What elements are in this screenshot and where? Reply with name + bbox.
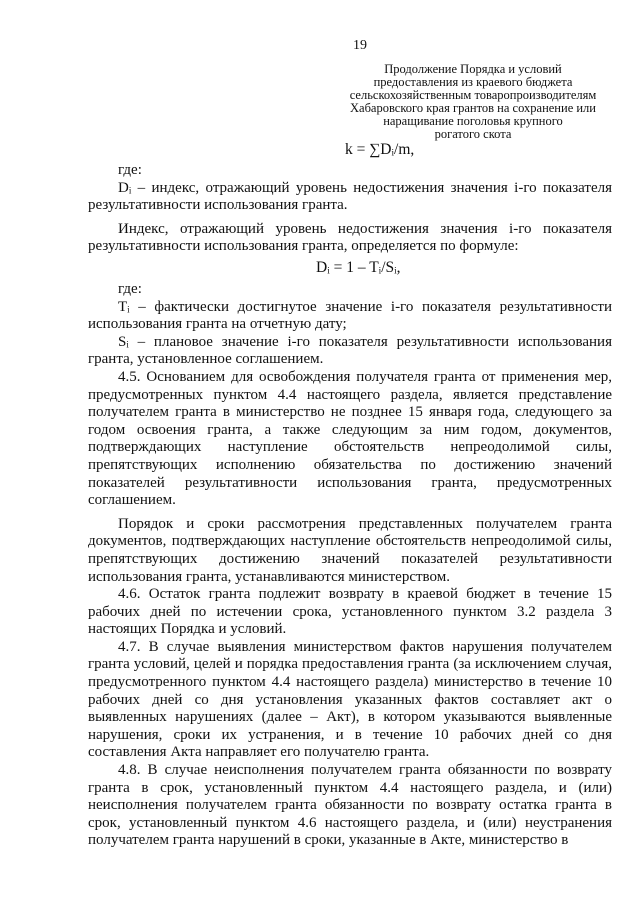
header-line: Хабаровского края грантов на сохранение или [350,101,596,115]
index-intro: Индекс, отражающий уровень недостижения значения i-го показателя результативности использования гранта, определяется по формуле: [88,220,612,255]
paragraph-4-6: 4.6. Остаток гранта подлежит возврату в краевой бюджет в течение 15 рабочих дней по истечении срока, установленного пунктом 3.2 раздела 3 настоящих Порядка и условий. [88,586,612,638]
page-number: 19 [353,38,367,53]
continuation-header [348,63,598,141]
header-line: Продолжение Порядка и условий [384,62,562,76]
si-definition: Sᵢ – плановое значение i-го показателя результативности использования гранта, установленное соглашением. [88,333,612,368]
paragraph-4-7: 4.7. В случае выявления министерством фактов нарушения получателем гранта условий, целей и порядка предоставления гранта (за исключением случая, предусмотренного пунктом 4.4 настоящего раздела) министерство в течение 10 рабочих дней со дня установления указанных фактов составляет акт о выявленных нарушениях (далее – Акт), в котором указываются выявленные нарушения, сроки их устранения, и в течение 10 рабочих дней со дня составления Акта направляет его получателю гранта. [88,638,612,761]
where-label: где: [118,162,142,178]
di-definition: Dᵢ – индекс, отражающий уровень недостижения значения i-го показателя результативности использования гранта. [88,179,612,214]
where-label: где: [118,281,142,297]
text-block-2 [88,281,612,850]
formula-k: k = ∑Dᵢ/m, [345,141,415,158]
text-block-1 [88,162,612,256]
ti-definition: Tᵢ – фактически достигнутое значение i-го показателя результативности использования гранта на отчетную дату; [88,298,612,333]
header-line: наращивание поголовья крупного [383,114,563,128]
paragraph-4-5: 4.5. Основанием для освобождения получателя гранта от применения мер, предусмотренных пунктом 4.4 настоящего раздела, является представление получателем гранта в министерство не позднее 15 января года, следующего за годом освоения гранта, а также следующим за ним годом, документов, подтверждающих наступление обстоятельств непреодолимой силы, препятствующих исполнению обязательства по достижению значений показателей результативности использования гранта, предусмотренных соглашением. [88,368,612,509]
paragraph-4-8: 4.8. В случае неисполнения получателем гранта обязанности по возврату гранта в срок, установленный пунктом 4.4 настоящего раздела, и (или) неисполнения получателем гранта обязанности по возврату остатка гранта в срок, установленный пунктом 4.6 настоящего раздела, и (или) неустранения получателем гранта нарушений в сроки, указанные в Акте, министерство в [88,762,612,849]
header-line: предоставления из краевого бюджета [373,75,573,89]
paragraph-4-5-procedure: Порядок и сроки рассмотрения представленных получателем гранта документов, подтверждающих наступление обстоятельств непреодолимой силы, препятствующих достижению значений показателей результативности использования гранта, устанавливаются министерством. [88,515,612,585]
header-line: рогатого скота [434,127,512,141]
header-line: сельскохозяйственным товаропроизводителям [349,88,597,102]
formula-d: Dᵢ = 1 – Tᵢ/Sᵢ, [316,259,401,276]
